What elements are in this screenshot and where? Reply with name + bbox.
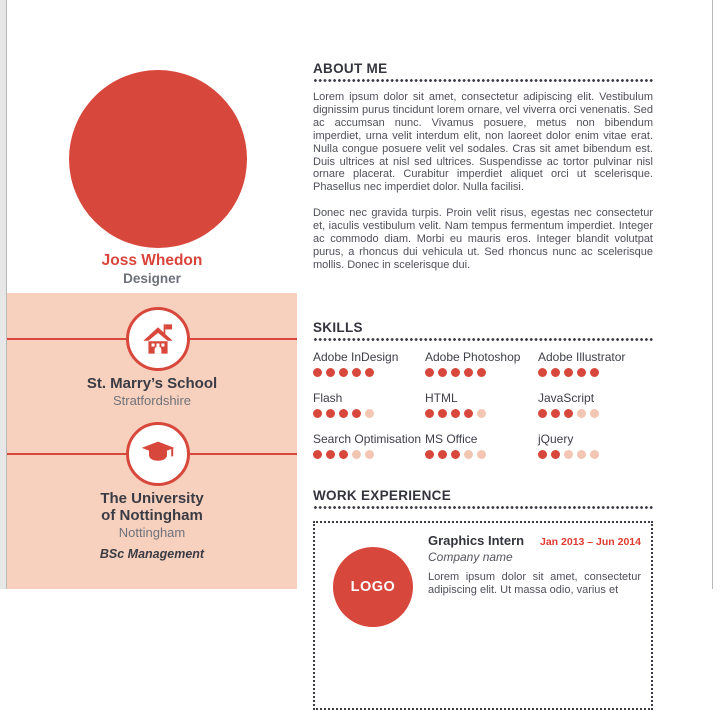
education-degree: BSc Management — [99, 547, 205, 561]
person-title: Designer — [123, 271, 181, 286]
skill-dot — [425, 368, 434, 377]
skill-item — [538, 391, 653, 419]
page-left-edge — [0, 0, 7, 589]
skill-dot — [313, 450, 322, 459]
skill-dot — [425, 409, 434, 418]
graduation-cap-icon — [138, 436, 178, 472]
skill-dot — [438, 409, 447, 418]
skill-dot — [425, 450, 434, 459]
skill-dot — [590, 450, 599, 459]
graduation-cap-icon-badge — [126, 422, 190, 486]
about-paragraph: Donec nec gravida turpis. Proin velit risus, egestas nec consectetur et, iaculis vestibulum velit. Nam tempus fermentum imperdiet. Integer ac commodo diam. Morbi eu mauris eros. Integer blandit volutpat purus, a rhoncus dui vehicula ut. Sed rhoncus nunc ac scelerisque mollis. Donec in scelerisque dui. — [313, 207, 653, 271]
skill-dot — [326, 450, 335, 459]
skill-dot — [538, 450, 547, 459]
work-role: Graphics Intern — [428, 533, 525, 548]
skills-section — [313, 320, 653, 460]
skill-name: Adobe Illustrator — [538, 350, 626, 364]
skills-grid — [313, 350, 653, 460]
person-name: Joss Whedon — [101, 252, 203, 269]
skill-dot — [551, 368, 560, 377]
skill-item — [425, 350, 538, 378]
skill-rating-dots — [538, 409, 653, 419]
skill-dot — [464, 409, 473, 418]
skill-rating-dots — [313, 450, 425, 460]
skill-item — [538, 432, 653, 460]
skill-dot — [464, 450, 473, 459]
skill-dot — [438, 368, 447, 377]
skill-dot — [464, 368, 473, 377]
skill-dot — [551, 409, 560, 418]
skill-name: Adobe Photoshop — [425, 350, 521, 364]
skill-dot — [477, 450, 486, 459]
skill-dot — [326, 409, 335, 418]
skill-item — [313, 432, 425, 460]
skill-rating-dots — [425, 368, 538, 378]
skill-dot — [577, 409, 586, 418]
skill-rating-dots — [313, 368, 425, 378]
page-right-edge — [712, 0, 713, 589]
skill-dot — [564, 450, 573, 459]
education-school-name: The University — [100, 490, 204, 507]
skill-dot — [538, 368, 547, 377]
skill-dot — [313, 368, 322, 377]
skill-dot — [451, 409, 460, 418]
skill-rating-dots — [425, 409, 538, 419]
skill-dot — [477, 368, 486, 377]
skill-name: MS Office — [425, 432, 478, 446]
school-icon — [140, 321, 176, 357]
skill-dot — [538, 409, 547, 418]
skill-name: Search Optimisation — [313, 432, 422, 446]
skill-dot — [577, 368, 586, 377]
skill-dot — [590, 409, 599, 418]
education-entry — [7, 375, 297, 409]
school-icon-badge — [126, 307, 190, 371]
dotted-rule — [313, 506, 653, 509]
dotted-rule — [313, 79, 653, 82]
skill-dot — [352, 409, 361, 418]
skill-dot — [564, 368, 573, 377]
education-location: Stratfordshire — [112, 393, 192, 408]
skill-name: jQuery — [538, 432, 574, 446]
education-entry — [7, 490, 297, 561]
about-paragraph: Lorem ipsum dolor sit amet, consectetur adipiscing elit. Vestibulum dignissim purus tincidunt lorem ornare, vel viverra orci venenatis. Sed ac accumsan nunc. Vivamus posuere, metus non bibendum imperdiet, urna velit interdum elit, non laoreet dolor enim vitae erat. Nulla congue posuere velit vel sodales. Cras sit amet bibendum est. Duis ultrices at nisl sed ultrices. Suspendisse ac tortor pulvinar nisl ornare placerat. Curabitur imperdiet aliquet orci ut scelerisque. Phasellus nec imperdiet dolor. Nulla facilisi. — [313, 91, 653, 194]
skill-dot — [590, 368, 599, 377]
skill-item — [425, 432, 538, 460]
skill-dot — [352, 368, 361, 377]
about-heading: ABOUT ME — [313, 61, 388, 76]
work-description: Lorem ipsum dolor sit amet, consectetur adipiscing elit. Ut massa odio, varius et — [428, 571, 641, 596]
education-school-name: St. Marry’s School — [86, 375, 218, 392]
skill-rating-dots — [538, 368, 653, 378]
skill-dot — [451, 450, 460, 459]
skill-dot — [477, 409, 486, 418]
work-entry-body — [428, 533, 641, 597]
skill-dot — [339, 368, 348, 377]
skill-dot — [551, 450, 560, 459]
company-logo: LOGO — [333, 547, 413, 627]
skill-dot — [352, 450, 361, 459]
work-company: Company name — [428, 550, 513, 564]
education-panel — [7, 293, 297, 589]
education-location: Nottingham — [118, 525, 186, 540]
work-entry-card — [313, 521, 653, 710]
skills-heading: SKILLS — [313, 320, 363, 335]
skill-name: HTML — [425, 391, 458, 405]
skill-dot — [564, 409, 573, 418]
skill-item — [313, 391, 425, 419]
avatar — [69, 70, 247, 248]
skill-rating-dots — [538, 450, 653, 460]
skill-dot — [365, 409, 374, 418]
skill-name: Flash — [313, 391, 343, 405]
skill-name: JavaScript — [538, 391, 595, 405]
skill-dot — [451, 368, 460, 377]
work-experience-heading: WORK EXPERIENCE — [313, 488, 452, 503]
skill-rating-dots — [425, 450, 538, 460]
skill-dot — [339, 409, 348, 418]
sidebar — [7, 0, 297, 589]
skill-dot — [365, 450, 374, 459]
skill-dot — [365, 368, 374, 377]
skill-dot — [339, 450, 348, 459]
about-section — [313, 61, 653, 272]
skill-rating-dots — [313, 409, 425, 419]
work-entry-header — [428, 533, 641, 549]
skill-dot — [313, 409, 322, 418]
work-dates: Jan 2013 – Jun 2014 — [540, 536, 641, 548]
dotted-rule — [313, 338, 653, 341]
skill-dot — [326, 368, 335, 377]
skill-name: Adobe InDesign — [313, 350, 399, 364]
skill-item — [425, 391, 538, 419]
skill-dot — [577, 450, 586, 459]
work-experience-section — [313, 488, 653, 710]
skill-item — [313, 350, 425, 378]
skill-item — [538, 350, 653, 378]
skill-dot — [438, 450, 447, 459]
education-school-name: of Nottingham — [101, 507, 203, 524]
